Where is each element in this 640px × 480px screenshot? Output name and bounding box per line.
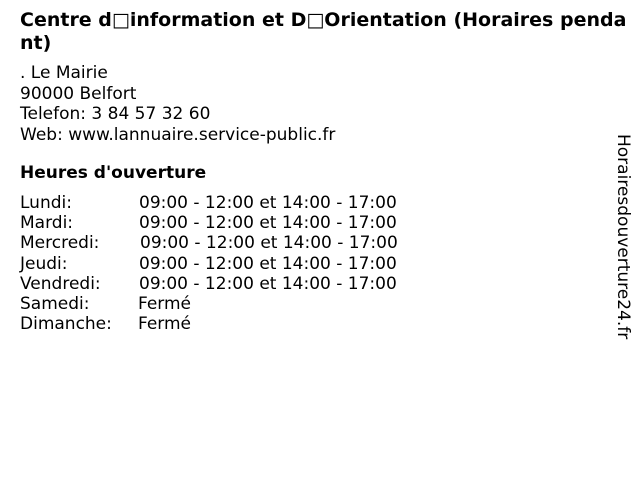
day-hours: 09:00 - 12:00 et 14:00 - 17:00	[139, 273, 397, 294]
address-street: . Le Mairie	[20, 63, 108, 83]
day-label: Samedi:	[20, 293, 90, 314]
address-block	[20, 63, 335, 145]
page-title: Centre d□information et D□Orientation (Horaires pendant)	[20, 9, 627, 54]
address-web: Web: www.lannuaire.service-public.fr	[20, 124, 336, 145]
hours-heading: Heures d'ouverture	[20, 163, 207, 183]
day-label: Lundi:	[20, 193, 72, 213]
address-phone: Telefon: 3 84 57 32 60	[20, 104, 211, 124]
day-hours: 09:00 - 12:00 et 14:00 - 17:00	[139, 253, 397, 274]
day-label: Vendredi:	[20, 273, 101, 294]
day-label: Jeudi:	[20, 253, 68, 274]
address-city: 90000 Belfort	[20, 83, 137, 104]
day-hours: Fermé	[138, 293, 192, 314]
day-label: Mardi:	[20, 213, 74, 234]
day-hours: 09:00 - 12:00 et 14:00 - 17:00	[140, 233, 398, 254]
day-hours: Fermé	[138, 314, 192, 335]
day-hours: 09:00 - 12:00 et 14:00 - 17:00	[139, 213, 397, 234]
day-hours: 09:00 - 12:00 et 14:00 - 17:00	[139, 193, 397, 213]
day-label: Dimanche:	[20, 314, 112, 335]
site-watermark-text: Horairesdouverture24.fr	[613, 134, 633, 340]
day-label: Mercredi:	[20, 233, 100, 254]
